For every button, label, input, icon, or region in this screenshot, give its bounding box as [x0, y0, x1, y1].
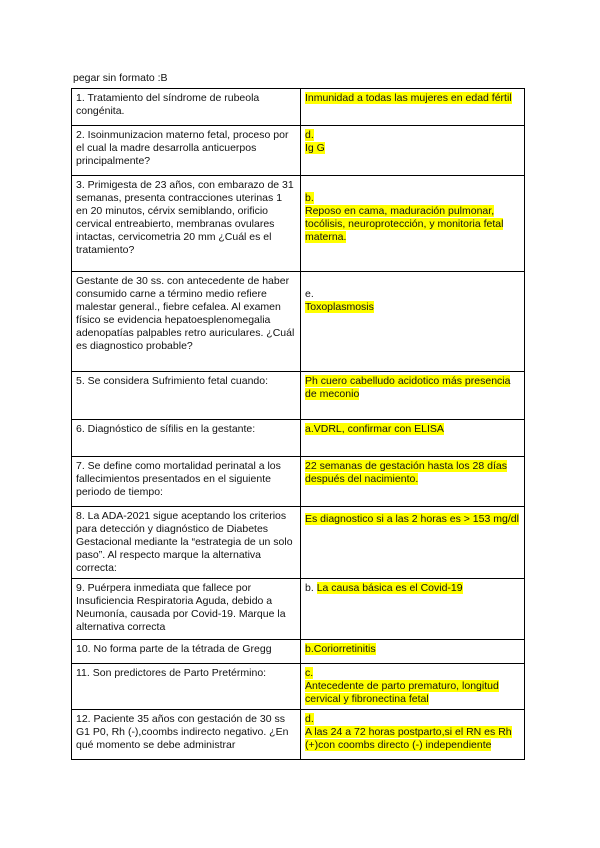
- question-cell: [72, 176, 301, 272]
- answer-cell: [301, 640, 525, 664]
- answer-cell: [301, 372, 525, 420]
- answer-text: Antecedente de parto prematuro, longitud cervical y fibronectina fetal: [305, 680, 499, 705]
- question-cell: [72, 507, 301, 579]
- answer-text: b.Coriorretinitis: [305, 643, 376, 655]
- answer-text: Ig G: [305, 142, 325, 154]
- question-text: 12. Paciente 35 años con gestación de 30 ss G1 P0, Rh (-),coombs indirecto negativo. ¿En qué momento se debe administrar: [76, 713, 289, 751]
- table-row: [72, 664, 525, 710]
- table-row: [72, 507, 525, 579]
- question-text: 2. Isoinmunizacion materno fetal, proceso por el cual la madre desarrolla anticuerpos principalmente?: [76, 129, 289, 167]
- table-row: [72, 272, 525, 372]
- answer-letter: b.: [305, 192, 314, 204]
- table-row: [72, 372, 525, 420]
- answer-letter: c.: [305, 667, 314, 679]
- question-answer-table: [71, 88, 525, 760]
- question-text: 3. Primigesta de 23 años, con embarazo de 31 semanas, presenta contracciones uterinas 1 en 20 minutos, cérvix semiblando, orificio cervical entreabierto, membranas ovulares intactas, cervicometria 20 mm ¿Cuál es el tratamiento?: [76, 179, 294, 256]
- question-text: 9. Puérpera inmediata que fallece por Insuficiencia Respiratoria Aguda, debido a Neumonía, causada por Covid-19. Marque la alternativa correcta: [76, 582, 286, 633]
- answer-text: a.VDRL, confirmar con ELISA: [305, 423, 444, 435]
- question-cell: [72, 272, 301, 372]
- answer-cell: [301, 126, 525, 176]
- question-text: 11. Son predictores de Parto Pretérmino:: [76, 667, 267, 679]
- question-cell: [72, 126, 301, 176]
- answer-cell: [301, 579, 525, 640]
- table-row: [72, 126, 525, 176]
- table-row: [72, 176, 525, 272]
- question-cell: [72, 664, 301, 710]
- question-text: 1. Tratamiento del síndrome de rubeola congénita.: [76, 92, 260, 117]
- answer-prefix: b.: [305, 582, 317, 594]
- answer-text: Ph cuero cabelludo acidotico más presencia de meconio: [305, 375, 511, 400]
- question-cell: [72, 710, 301, 760]
- table-row: [72, 89, 525, 126]
- table-row: [72, 640, 525, 664]
- question-text: 10. No forma parte de la tétrada de Gregg: [76, 643, 272, 655]
- answer-cell: [301, 176, 525, 272]
- question-cell: [72, 579, 301, 640]
- question-cell: [72, 640, 301, 664]
- answer-cell: [301, 89, 525, 126]
- answer-letter: d.: [305, 129, 314, 141]
- question-text: Gestante de 30 ss. con antecedente de haber consumido carne a término medio refiere malestar general., fiebre cefalea. Al examen físico se evidencia hepatoesplenomegalia adenopatías palpables retro auriculares. ¿Cuál es diagnostico probable?: [76, 275, 295, 352]
- answer-letter: d.: [305, 713, 314, 725]
- question-text: 7. Se define como mortalidad perinatal a los fallecimientos presentados en el siguiente periodo de tiempo:: [76, 460, 281, 498]
- table-row: [72, 457, 525, 507]
- question-text: 8. La ADA-2021 sigue aceptando los criterios para detección y diagnóstico de Diabetes Gestacional mediante la “estrategia de un solo paso”. Al respecto marque la alternativa correcta:: [76, 510, 293, 574]
- answer-text: A las 24 a 72 horas postparto,si el RN es Rh (+)con coombs directo (-) independiente: [305, 726, 512, 751]
- question-cell: [72, 89, 301, 126]
- answer-text: 22 semanas de gestación hasta los 28 días después del nacimiento.: [305, 460, 507, 485]
- table-row: [72, 420, 525, 457]
- question-cell: [72, 420, 301, 457]
- answer-text: Reposo en cama, maduración pulmonar, tocólisis, neuroprotección, y monitoria fetal materna.: [305, 205, 504, 243]
- page-heading: pegar sin formato :B: [73, 72, 168, 84]
- question-cell: [72, 457, 301, 507]
- question-cell: [72, 372, 301, 420]
- answer-cell: [301, 664, 525, 710]
- answer-cell: [301, 710, 525, 760]
- answer-text: La causa básica es el Covid-19: [316, 582, 463, 594]
- answer-text: Inmunidad a todas las mujeres en edad fértil: [305, 92, 512, 104]
- answer-text: Toxoplasmosis: [305, 301, 374, 313]
- answer-cell: [301, 272, 525, 372]
- table-row: [72, 710, 525, 760]
- answer-cell: [301, 457, 525, 507]
- answer-prefix: e.: [305, 288, 314, 300]
- answer-text: Es diagnostico si a las 2 horas es > 153 mg/dl: [305, 513, 519, 525]
- question-text: 5. Se considera Sufrimiento fetal cuando:: [76, 375, 269, 387]
- table-row: [72, 579, 525, 640]
- answer-cell: [301, 507, 525, 579]
- question-text: 6. Diagnóstico de sífilis en la gestante:: [76, 423, 256, 435]
- answer-cell: [301, 420, 525, 457]
